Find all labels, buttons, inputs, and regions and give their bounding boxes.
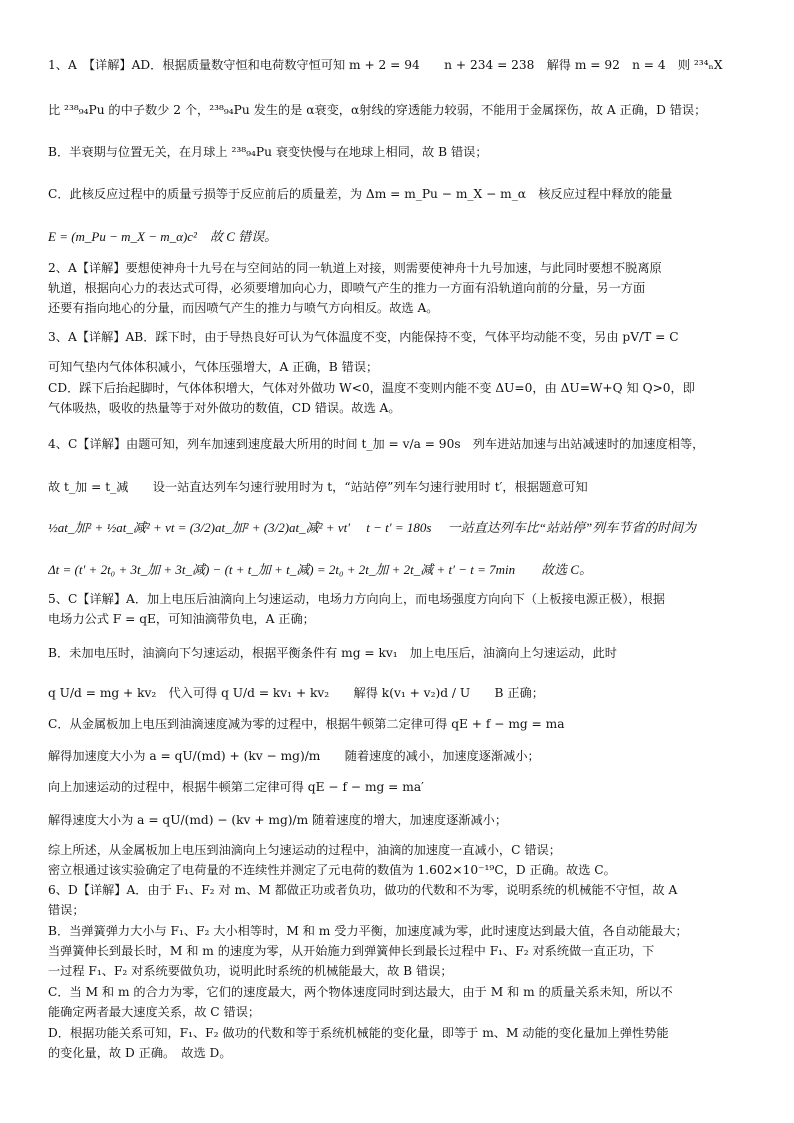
answer-5-line-8: 解得速度大小为 a = qU/(md) − (kv + mg)/m 随着速度的增大，加速度逐渐减小； [48,813,508,827]
answer-6-line-8: D．根据功能关系可知，F₁、F₂ 做功的代数和等于系统机械能的变化量，即等于 m、M 动能的变化量加上弹性势能 [48,1026,669,1040]
answer-3-line-3: CD．踩下后抬起脚时，气体体积增大，气体对外做功 W<0，温度不变则内能不变 ΔU=0，由 ΔU=W+Q 知 Q>0，即 [48,381,695,395]
answer-5-line-6: 解得加速度大小为 a = qU/(md) + (kv − mg)/m 随着速度的减小，加速度逐渐减小； [48,749,540,763]
answer-6-line-9: 的变化量，故 D 正确。 故选 D。 [48,1046,232,1060]
answer-6-line-7: 能确定两者最大速度关系，故 C 错误； [48,1005,261,1019]
answer-6-line-3: B．当弹簧弹力大小与 F₁、F₂ 大小相等时，M 和 m 受力平衡，加速度减为零，此时速度达到最大值，各自动能最大； [48,924,688,938]
answer-5-line-5: C．从金属板加上电压到油滴速度减为零的过程中，根据牛顿第二定律可得 qE + f − mg = ma [48,717,565,731]
answer-1-line-3: B．半衰期与位置无关，在月球上 ²³⁸₉₄Pu 衰变快慢与在地球上相同，故 B 错误； [48,145,488,159]
answer-5-line-3: B．未加电压时，油滴向下匀速运动，根据平衡条件有 mg = kv₁ 加上电压后，油滴向上匀速运动，此时 [48,646,617,660]
answer-5-line-2: 电场力公式 F = qE，可知油滴带负电，A 正确； [48,612,315,626]
answer-5-line-7: 向上加速运动的过程中，根据牛顿第二定律可得 qE − f − mg = ma′ [48,780,424,794]
answer-6-line-4: 当弹簧伸长到最长时，M 和 m 的速度为零，从开始施力到弹簧伸长到最长过程中 F₁、F₂ 对系统做一直正功，下 [48,944,655,958]
answer-6-line-6: C．当 M 和 m 的合力为零，它们的速度最大，两个物体速度同时到达最大，由于 M 和 m 的质量关系未知，所以不 [48,985,673,999]
answer-2-line-1: 2、A【详解】要想使神舟十九号在与空间站的同一轨道上对接，则需要使神舟十九号加速，与此同时要想不脱离原 [48,261,662,275]
answer-1-line-4: C．此核反应过程中的质量亏损等于反应前后的质量差，为 Δm = m_Pu − m_X − m_α 核反应过程中释放的能量 [48,187,673,201]
answer-1-energy-formula: E = (m_Pu − m_X − m_α)c² 故 C 错误。 [48,229,278,244]
answer-4-equation: ½at_加² + ½at_减² + vt = (3/2)at_加² + (3/2)at_减² + vt′ t − t′ = 180s 一站直达列车比“站站停”列车节省的时间为 [48,520,697,535]
answer-6-line-2: 错误； [48,903,85,917]
answer-2-line-2: 轨道，根据向心力的表达式可得，必须要增加向心力，即喷气产生的推力一方面有沿轨道向前的分量，另一方面 [48,281,646,295]
answer-6-line-5: 一过程 F₁、F₂ 对系统要做负功，说明此时系统的机械能最大，故 B 错误； [48,964,453,978]
answer-3-line-4: 气体吸热，吸收的热量等于对外做功的数值，CD 错误。故选 A。 [48,401,401,415]
answer-4-line-2: 故 t_加 = t_减 设一站直达列车匀速行驶用时为 t，“站站停”列车匀速行驶用时 t′，根据题意可知 [48,480,588,494]
answer-3-line-1: 3、A【详解】AB．踩下时，由于导热良好可认为气体温度不变，内能保持不变，气体平均动能不变，另由 pV/T = C [48,330,679,344]
answer-4-line-1: 4、C【详解】由题可知，列车加速到速度最大所用的时间 t_加 = v/a = 90s 列车进站加速与出站减速时的加速度相等， [48,437,705,451]
answer-1-line-1: 1、A 【详解】AD．根据质量数守恒和电荷数守恒可知 m + 2 = 94 n + 234 = 238 解得 m = 92 n = 4 则 ²³⁴ₙX [48,58,723,72]
answer-1-line-2: 比 ²³⁸₉₄Pu 的中子数少 2 个，²³⁸₉₄Pu 发生的是 α衰变，α射线的穿透能力较弱，不能用于金属探伤，故 A 正确，D 错误； [48,103,707,117]
answer-5-line-1: 5、C【详解】A．加上电压后油滴向上匀速运动，电场力方向向上，而电场强度方向向下（上板接电源正极），根据 [48,592,665,606]
answer-5-line-9: 综上所述，从金属板加上电压到油滴向上匀速运动的过程中，油滴的加速度一直减小，C 错误； [48,843,561,857]
answer-4-time-saved: Δt = (t′ + 2t₀ + 3t_加 + 3t_减) − (t + t_加 + t_减) = 2t₀ + 2t_加 + 2t_减 + t′ − t = 7min 故选 C。 [48,562,593,577]
answer-2-line-3: 还要有指向地心的分量，而因喷气产生的推力与喷气方向相反。故选 A。 [48,301,439,315]
answer-5-line-4: q U/d = mg + kv₂ 代入可得 q U/d = kv₁ + kv₂ 解得 k(v₁ + v₂)d / U B 正确； [48,686,544,700]
answer-3-line-2: 可知气垫内气体体积减小，气体压强增大，A 正确，B 错误； [48,360,379,374]
answer-6-line-1: 6、D【详解】A．由于 F₁、F₂ 对 m、M 都做正功或者负功，做功的代数和不为零，说明系统的机械能不守恒，故 A [48,883,678,897]
answer-5-line-10: 密立根通过该实验确定了电荷量的不连续性并测定了元电荷的数值为 1.602×10⁻¹⁹C，D 正确。故选 C。 [48,863,616,877]
